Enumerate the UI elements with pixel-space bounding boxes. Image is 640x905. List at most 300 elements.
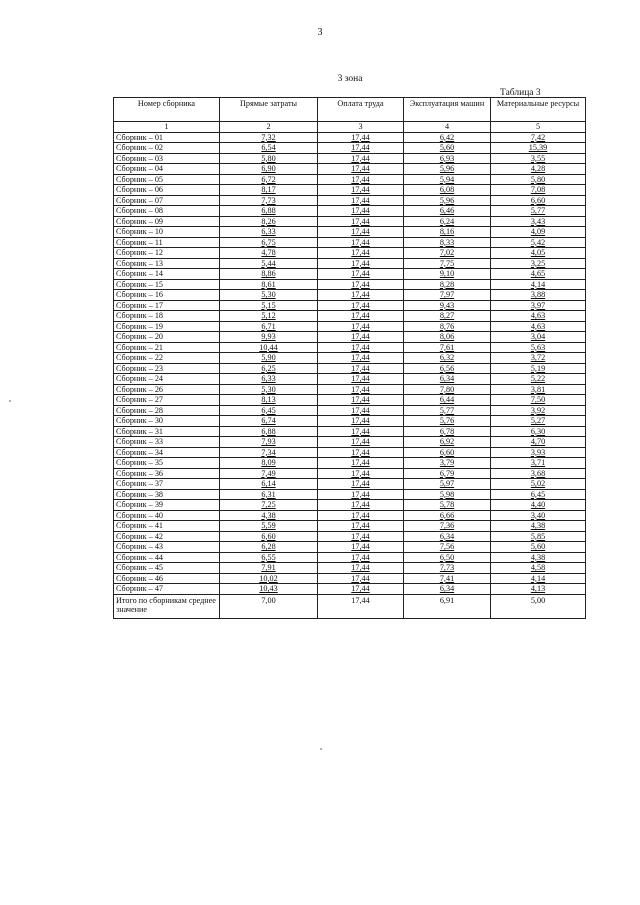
cell-value: 17,44 [351,132,370,142]
cell-labor-pay [318,216,404,227]
header-row [114,98,586,122]
cell-value: 4,13 [530,584,546,594]
cell-collection-name: Сборник – 13 [114,258,220,269]
cell-machine-operation [404,227,491,238]
cell-direct-costs [220,164,318,175]
cell-collection-name: Сборник – 06 [114,185,220,196]
cell-direct-costs [220,237,318,248]
cell-collection-name: Сборник – 17 [114,300,220,311]
cell-value: 6,28 [261,542,276,552]
table-row [114,290,586,301]
cell-collection-name: Сборник – 43 [114,542,220,553]
cell-value: 5,59 [261,521,276,531]
cell-collection-name: Сборник – 28 [114,405,220,416]
table-row [114,143,586,154]
cell-machine-operation [404,426,491,437]
cell-direct-costs [220,531,318,542]
cell-labor-pay [318,342,404,353]
cell-value: 6,34 [439,374,455,384]
cell-material-resources [491,552,586,563]
cell-value: 6,55 [261,552,276,562]
cell-material-resources [491,416,586,427]
cell-material-resources [491,437,586,448]
cell-value: 6,25 [261,363,276,373]
table-row [114,542,586,553]
cell-collection-name: Сборник – 27 [114,395,220,406]
cell-material-resources [491,195,586,206]
cell-value: 5,80 [530,174,546,184]
cell-value: 6,45 [530,489,546,499]
cell-value: 5,15 [261,300,276,310]
table-row [114,195,586,206]
cell-labor-pay [318,258,404,269]
table-row [114,489,586,500]
cell-value: 6,79 [439,468,455,478]
header-direct-costs: Прямые затраты [220,98,318,122]
cell-labor-pay [318,489,404,500]
cell-value: 5,78 [439,500,455,510]
cell-value: 4,70 [530,437,546,447]
table-label: Таблица 3 [500,88,541,98]
cell-value: 3,68 [530,468,546,478]
cell-collection-name: Сборник – 10 [114,227,220,238]
cell-direct-costs [220,521,318,532]
cell-machine-operation [404,206,491,217]
table-row [114,521,586,532]
cell-collection-name: Сборник – 41 [114,521,220,532]
cell-value: 17,44 [351,363,370,373]
cell-value: 7,36 [439,521,455,531]
cell-direct-costs [220,258,318,269]
header-machine-operation: Эксплуатация машин [404,98,491,122]
cell-value: 6,75 [261,237,276,247]
cell-value: 5,76 [439,416,455,426]
cell-material-resources [491,332,586,343]
cell-labor-pay [318,353,404,364]
table-row [114,237,586,248]
cell-direct-costs [220,269,318,280]
cell-direct-costs [220,195,318,206]
cell-labor-pay [318,458,404,469]
cell-value: 17,44 [351,426,370,436]
cell-direct-costs [220,447,318,458]
cell-machine-operation [404,479,491,490]
cell-machine-operation [404,174,491,185]
header-labor-pay: Оплата труда [318,98,404,122]
cell-value: 3,81 [530,384,546,394]
cell-material-resources [491,342,586,353]
cell-direct-costs [220,153,318,164]
cell-value: 6,34 [439,531,455,541]
cell-labor-pay [318,227,404,238]
cell-value: 7,41 [439,573,455,583]
cell-direct-costs [220,216,318,227]
cell-value: 4,78 [261,248,276,258]
cell-value: 17,44 [351,531,370,541]
cell-value: 7,61 [439,342,455,352]
cell-machine-operation [404,132,491,143]
cell-value: 17,44 [351,542,370,552]
cell-labor-pay [318,479,404,490]
cell-collection-name: Сборник – 26 [114,384,220,395]
cell-value: 6,88 [261,426,276,436]
cell-labor-pay [318,395,404,406]
cell-material-resources [491,164,586,175]
cell-labor-pay [318,174,404,185]
cell-material-resources [491,227,586,238]
cell-direct-costs [220,468,318,479]
cell-machine-operation [404,342,491,353]
cell-value: 7,91 [261,563,276,573]
table-row [114,353,586,364]
table-row [114,269,586,280]
table-row [114,563,586,574]
table-row [114,384,586,395]
cell-value: 17,44 [351,447,370,457]
cell-value: 17,44 [351,290,370,300]
cell-collection-name: Сборник – 33 [114,437,220,448]
cell-labor-pay [318,206,404,217]
cell-direct-costs [220,395,318,406]
cell-material-resources [491,353,586,364]
cell-value: 7,73 [439,563,455,573]
cell-direct-costs [220,227,318,238]
cell-material-resources [491,248,586,259]
total-labor-pay: 17,44 [318,594,404,618]
cell-machine-operation [404,374,491,385]
cell-direct-costs [220,573,318,584]
cell-direct-costs [220,363,318,374]
cell-value: 9,43 [439,300,455,310]
cell-labor-pay [318,248,404,259]
cell-collection-name: Сборник – 14 [114,269,220,280]
cell-machine-operation [404,363,491,374]
cell-collection-name: Сборник – 22 [114,353,220,364]
cell-direct-costs [220,405,318,416]
cell-machine-operation [404,384,491,395]
cell-value: 3,43 [530,216,546,226]
cell-direct-costs [220,552,318,563]
cell-machine-operation [404,510,491,521]
cell-value: 17,44 [351,195,370,205]
cell-value: 5,42 [530,237,546,247]
cell-value: 17,44 [351,573,370,583]
cell-value: 10,43 [259,584,278,594]
cell-value: 17,44 [351,500,370,510]
cell-collection-name: Сборник – 36 [114,468,220,479]
cell-labor-pay [318,300,404,311]
cell-value: 17,44 [351,311,370,321]
table-row [114,573,586,584]
cell-value: 8,33 [439,237,455,247]
cell-material-resources [491,468,586,479]
cell-labor-pay [318,164,404,175]
table-row [114,332,586,343]
cell-value: 5,12 [261,311,276,321]
cell-material-resources [491,510,586,521]
cell-direct-costs [220,479,318,490]
cell-value: 6,56 [439,363,455,373]
cell-value: 4,58 [530,563,546,573]
cell-value: 5,80 [261,153,276,163]
cell-machine-operation [404,195,491,206]
cell-labor-pay [318,573,404,584]
cell-value: 7,32 [261,132,276,142]
cell-machine-operation [404,311,491,322]
cell-material-resources [491,489,586,500]
cell-value: 6,60 [261,531,276,541]
cell-collection-name: Сборник – 05 [114,174,220,185]
cell-value: 5,97 [439,479,455,489]
cell-value: 17,44 [351,437,370,447]
table-row [114,227,586,238]
total-row [114,594,586,618]
cell-machine-operation [404,395,491,406]
cell-value: 17,44 [351,216,370,226]
cell-value: 7,25 [261,500,276,510]
cell-value: 3,92 [530,405,546,415]
cell-value: 4,14 [530,573,546,583]
table-row [114,132,586,143]
cell-machine-operation [404,416,491,427]
cell-value: 7,56 [439,542,455,552]
cell-value: 4,28 [530,164,546,174]
table-row [114,206,586,217]
cell-collection-name: Сборник – 20 [114,332,220,343]
cell-collection-name: Сборник – 08 [114,206,220,217]
cell-value: 6,24 [439,216,455,226]
column-number: 5 [491,122,586,133]
cell-material-resources [491,185,586,196]
cell-direct-costs [220,300,318,311]
cell-value: 17,44 [351,479,370,489]
table-row [114,164,586,175]
cell-material-resources [491,153,586,164]
cell-direct-costs [220,542,318,553]
cell-value: 17,44 [351,185,370,195]
cell-value: 17,44 [351,174,370,184]
scan-speck [320,748,322,750]
cell-direct-costs [220,279,318,290]
cell-collection-name: Сборник – 45 [114,563,220,574]
table-row [114,479,586,490]
cell-direct-costs [220,374,318,385]
cell-value: 5,27 [530,416,546,426]
cell-collection-name: Сборник – 24 [114,374,220,385]
cell-direct-costs [220,174,318,185]
cell-value: 6,44 [439,395,455,405]
cell-direct-costs [220,342,318,353]
cell-value: 17,44 [351,405,370,415]
cell-value: 5,44 [261,258,276,268]
cell-direct-costs [220,500,318,511]
cell-value: 3,72 [530,353,546,363]
cell-direct-costs [220,143,318,154]
cell-value: 17,44 [351,374,370,384]
cell-labor-pay [318,468,404,479]
cell-value: 4,65 [530,269,546,279]
cell-value: 5,30 [261,290,276,300]
cell-direct-costs [220,416,318,427]
cell-value: 17,44 [351,510,370,520]
table-row [114,510,586,521]
cell-material-resources [491,447,586,458]
cell-collection-name: Сборник – 37 [114,479,220,490]
cell-value: 6,34 [439,584,455,594]
cell-value: 8,76 [439,321,455,331]
cell-material-resources [491,531,586,542]
cell-collection-name: Сборник – 34 [114,447,220,458]
cell-material-resources [491,279,586,290]
cell-material-resources [491,384,586,395]
table-row [114,405,586,416]
cell-labor-pay [318,132,404,143]
cell-value: 4,05 [530,248,546,258]
cell-direct-costs [220,584,318,595]
cell-value: 5,96 [439,195,455,205]
cell-labor-pay [318,510,404,521]
cell-machine-operation [404,563,491,574]
table-header [114,98,586,133]
cell-collection-name: Сборник – 31 [114,426,220,437]
cell-material-resources [491,258,586,269]
cell-material-resources [491,132,586,143]
table-body [114,132,586,594]
table-row [114,258,586,269]
cell-labor-pay [318,552,404,563]
cell-collection-name: Сборник – 15 [114,279,220,290]
cell-value: 5,85 [530,531,546,541]
cell-collection-name: Сборник – 09 [114,216,220,227]
cell-labor-pay [318,363,404,374]
cell-value: 17,44 [351,395,370,405]
cell-value: 3,25 [530,258,546,268]
cell-value: 17,44 [351,353,370,363]
cell-collection-name: Сборник – 39 [114,500,220,511]
cell-direct-costs [220,206,318,217]
cell-value: 6,78 [439,426,455,436]
cell-material-resources [491,563,586,574]
cell-value: 3,55 [530,153,546,163]
cell-value: 9,93 [261,332,276,342]
cell-value: 17,44 [351,468,370,478]
cell-value: 5,30 [261,384,276,394]
cell-machine-operation [404,542,491,553]
cell-direct-costs [220,248,318,259]
cell-value: 3,40 [530,510,546,520]
cell-material-resources [491,321,586,332]
cell-value: 6,33 [261,227,276,237]
cell-value: 6,46 [439,206,455,216]
cell-value: 8,17 [261,185,276,195]
table-row [114,216,586,227]
cell-machine-operation [404,216,491,227]
table-row [114,468,586,479]
cell-collection-name: Сборник – 12 [114,248,220,259]
cell-labor-pay [318,416,404,427]
cell-material-resources [491,237,586,248]
cell-material-resources [491,395,586,406]
cell-value: 6,74 [261,416,276,426]
cell-value: 6,60 [439,447,455,457]
cell-machine-operation [404,521,491,532]
cell-collection-name: Сборник – 03 [114,153,220,164]
cell-value: 6,66 [439,510,455,520]
cell-collection-name: Сборник – 46 [114,573,220,584]
cell-machine-operation [404,248,491,259]
zone-title: 3 зона [337,74,363,84]
cell-value: 4,14 [530,279,546,289]
cell-value: 17,44 [351,248,370,258]
cell-value: 3,71 [530,458,546,468]
cell-value: 4,38 [530,521,546,531]
table-row [114,174,586,185]
cell-labor-pay [318,521,404,532]
cell-material-resources [491,500,586,511]
table-row [114,437,586,448]
table-row [114,500,586,511]
cell-machine-operation [404,405,491,416]
cell-value: 17,44 [351,227,370,237]
cell-collection-name: Сборник – 47 [114,584,220,595]
cell-direct-costs [220,132,318,143]
cell-collection-name: Сборник – 04 [114,164,220,175]
cell-value: 17,44 [351,521,370,531]
cell-value: 17,44 [351,552,370,562]
cell-direct-costs [220,489,318,500]
cell-direct-costs [220,185,318,196]
cell-value: 7,75 [439,258,455,268]
cell-value: 6,71 [261,321,276,331]
cell-labor-pay [318,321,404,332]
cell-machine-operation [404,500,491,511]
cell-value: 7,42 [530,132,546,142]
cell-labor-pay [318,563,404,574]
cell-value: 6,42 [439,132,455,142]
cell-machine-operation [404,458,491,469]
cell-value: 17,44 [351,584,370,594]
cell-material-resources [491,573,586,584]
cell-value: 6,50 [439,552,455,562]
cell-value: 5,19 [530,363,546,373]
cell-material-resources [491,206,586,217]
column-number: 2 [220,122,318,133]
cell-labor-pay [318,500,404,511]
table-row [114,531,586,542]
cell-value: 6,93 [439,153,455,163]
cell-value: 17,44 [351,279,370,289]
cell-value: 17,44 [351,332,370,342]
cell-labor-pay [318,290,404,301]
table-row [114,279,586,290]
table-row [114,321,586,332]
cell-labor-pay [318,279,404,290]
table-row [114,300,586,311]
cell-value: 3,04 [530,332,546,342]
cell-value: 17,44 [351,416,370,426]
cell-value: 4,09 [530,227,546,237]
table-row [114,458,586,469]
cell-labor-pay [318,269,404,280]
cell-collection-name: Сборник – 40 [114,510,220,521]
cell-value: 9,10 [439,269,455,279]
cell-value: 17,44 [351,164,370,174]
table-row [114,584,586,595]
table-row [114,248,586,259]
cell-material-resources [491,143,586,154]
cell-value: 6,31 [261,489,276,499]
cell-machine-operation [404,279,491,290]
